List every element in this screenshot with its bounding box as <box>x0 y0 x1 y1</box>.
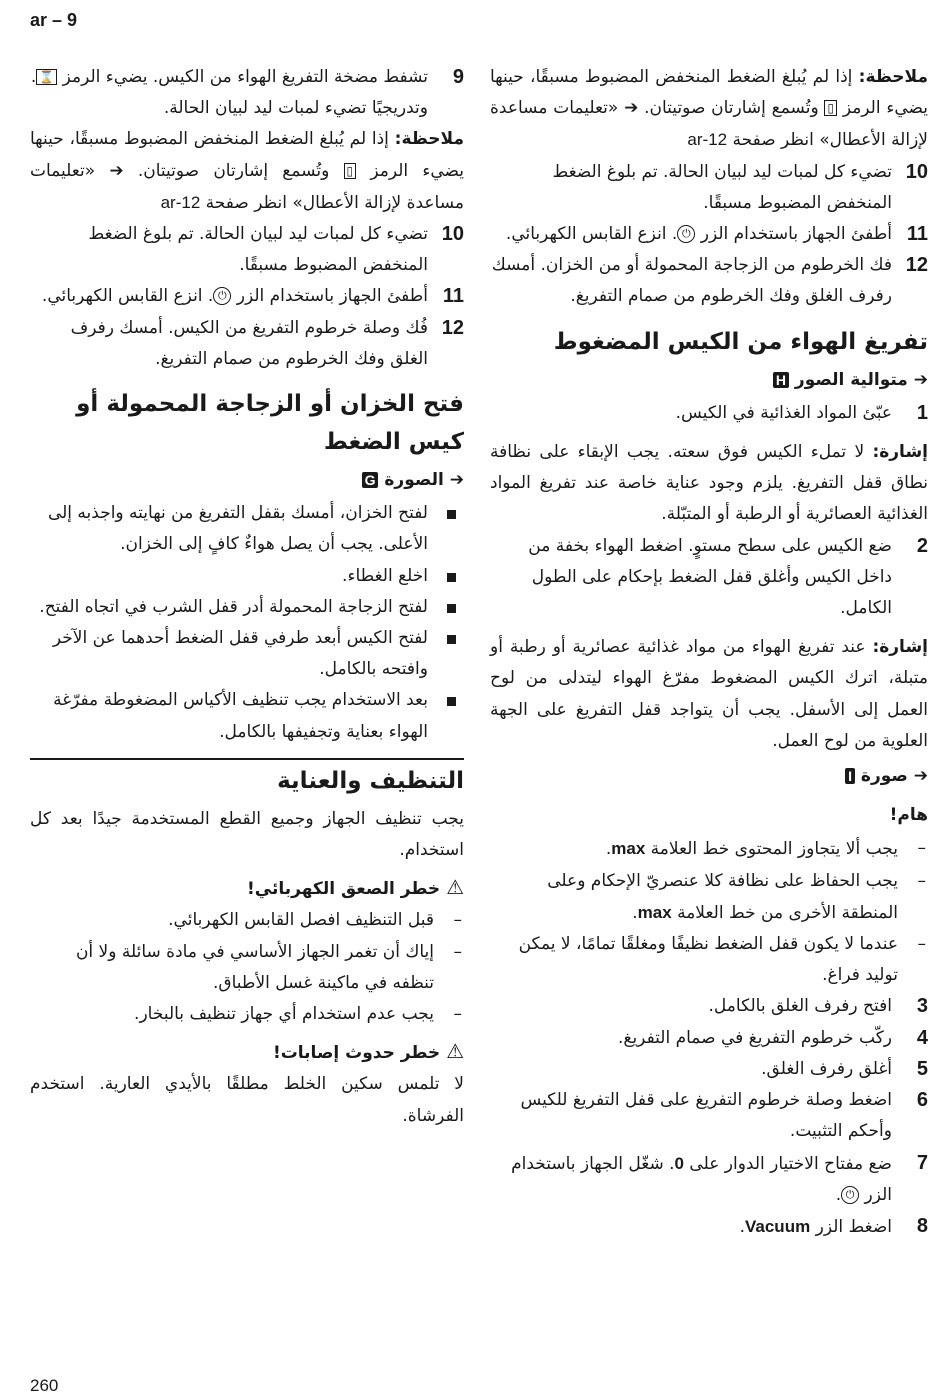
page-reference: ar-12 <box>160 192 201 212</box>
step-item <box>30 313 464 375</box>
item-text: يجب ألا يتجاوز المحتوى خط العلامة <box>645 839 898 860</box>
step-number: 9 <box>452 66 464 88</box>
item-text: يجب الحفاظ على نظافة كلا عنصريّ الإحكام وعلى المنطقة الأخرى من خط العلامة <box>547 870 898 923</box>
page-reference: ar-12 <box>687 130 728 150</box>
section-title-opening: فتح الخزان أو الزجاجة المحمولة أو كيس الضغط <box>76 391 464 456</box>
low-pressure-icon: ▯ <box>824 100 837 116</box>
step-item <box>490 1023 928 1054</box>
note-label: ملاحظة: <box>394 129 464 150</box>
step-item <box>490 1085 928 1147</box>
important-list <box>490 833 928 991</box>
warning-triangle-icon: ⚠ <box>446 1039 464 1064</box>
step-text: أغلق رفرف الغلق. <box>761 1058 892 1079</box>
steps-list <box>490 398 928 429</box>
step-number: 2 <box>916 534 928 557</box>
figure-ref <box>30 465 464 496</box>
bullet-list <box>30 498 464 748</box>
step-number: 10 <box>441 223 464 246</box>
bullet-item <box>30 498 464 560</box>
step-text: . انزع القابس الكهربائي. <box>41 286 214 307</box>
note-paragraph <box>490 62 928 157</box>
step-text: عبّئ المواد الغذائية في الكيس. <box>675 402 892 423</box>
figure-label: صورة <box>860 766 908 787</box>
power-icon: ⏻ <box>841 1186 859 1204</box>
step-item <box>490 1054 928 1085</box>
arrow-icon: ➔ <box>624 98 639 119</box>
step-text: ركّب خرطوم التفريغ في صمام التفريغ. <box>618 1027 892 1048</box>
bullet-text: لفتح الزجاجة المحمولة أدر قفل الشرب في اتجاه الفتح. <box>39 596 428 617</box>
step-item: 8 اضغط الزر Vacuum. <box>490 1211 928 1243</box>
steps-list <box>30 62 464 124</box>
step-item <box>490 531 928 625</box>
bullet-text: بعد الاستخدام يجب تنظيف الأكياس المضغوطة مفرّغة الهواء بعناية وتجفيفها بالكامل. <box>53 690 428 742</box>
important-item: – يجب ألا يتجاوز المحتوى خط العلامة max. <box>490 833 928 865</box>
figure-letter-badge: H <box>773 372 789 388</box>
note-text: وتُسمع إشارتان صوتيتان. <box>123 160 344 181</box>
hint-label: إشارة: <box>872 442 928 463</box>
max-mark: max <box>637 902 672 922</box>
note-paragraph <box>30 124 464 219</box>
step-item: 7 ضع مفتاح الاختيار الدوار على 0. شغّل الجهاز باستخدام الزر ⏻. <box>490 1148 928 1211</box>
arrow-icon: ➔ <box>449 470 464 491</box>
warning-electric-shock <box>30 872 464 905</box>
step-number: 10 <box>905 160 928 183</box>
section-title-cleaning: التنظيف والعناية <box>277 767 464 794</box>
hint-label: إشارة: <box>872 637 928 658</box>
square-bullet <box>447 510 456 519</box>
square-bullet <box>447 573 456 582</box>
step-item <box>490 219 928 250</box>
bullet-item <box>30 623 464 685</box>
step-item <box>30 62 464 124</box>
step-text: اضغط الزر <box>810 1216 892 1237</box>
warning-list <box>30 905 464 1030</box>
figure-sequence-ref <box>490 365 928 396</box>
steps-list <box>30 219 464 375</box>
step-number: 5 <box>916 1057 928 1080</box>
step-number: 3 <box>916 995 928 1018</box>
step-text: افتح رفرف الغلق بالكامل. <box>708 996 892 1017</box>
important-item: – يجب الحفاظ على نظافة كلا عنصريّ الإحكام وعلى المنطقة الأخرى من خط العلامة max. <box>490 866 928 929</box>
step-number: 8 <box>916 1214 928 1237</box>
square-bullet <box>447 635 456 644</box>
arrow-icon: ➔ <box>913 369 928 390</box>
dash-bullet: – <box>453 941 462 962</box>
figure-letter-badge: G <box>362 472 379 488</box>
figure-label: متوالية الصور <box>794 369 908 390</box>
item-text: يجب عدم استخدام أي جهاز تنظيف بالبخار. <box>134 1004 434 1025</box>
left-column <box>30 62 464 1132</box>
dash-bullet: – <box>917 934 926 955</box>
item-text: إياك أن تغمر الجهاز الأساسي في مادة سائلة ولا أن تنظفه في ماكينة غسل الأطباق. <box>75 941 434 993</box>
dial-position: 0 <box>674 1153 685 1173</box>
right-column <box>490 62 928 1243</box>
step-item <box>30 219 464 281</box>
note-text: إذا لم يُبلغ الضغط المنخفض المضبوط مسبقًا، حينها يضيء الرمز <box>30 129 464 181</box>
warning-title: خطر حدوث إصابات! <box>272 1043 441 1064</box>
step-text: . انزع القابس الكهربائي. <box>505 224 678 245</box>
note-text: إذا لم يُبلغ الضغط المنخفض المضبوط مسبقًا، حينها يضيء الرمز <box>490 67 928 119</box>
hint-text: عند تفريغ الهواء من مواد غذائية عصائرية أو رطبة أو متبلة، اترك الكيس المضغوط مفرّغ الهواء ليتدلى من لوح العمل إلى الأسفل. يجب أن يتواجد قفل التفريغ على الجهة العلوية من لوح العمل. <box>490 637 928 751</box>
section-title-vacuum-bag: تفريغ الهواء من الكيس المضغوط <box>553 328 928 355</box>
step-text: ضع مفتاح الاختيار الدوار على <box>684 1153 892 1174</box>
bullet-item <box>30 685 464 747</box>
step-text: أطفئ الجهاز باستخدام الزر <box>231 286 428 307</box>
warning-injury <box>30 1036 464 1069</box>
page-number: 260 <box>30 1376 59 1395</box>
dash-bullet: – <box>453 1004 462 1025</box>
item-text: قبل التنظيف افصل القابس الكهربائي. <box>168 910 434 931</box>
step-text: . وتدريجيًا تضيء لمبات ليد لبيان الحالة. <box>30 67 428 119</box>
warning-item <box>30 999 464 1030</box>
steps-list <box>490 157 928 313</box>
max-mark: max <box>611 839 646 859</box>
step-item <box>490 157 928 219</box>
bullet-text: لفتح الخزان، أمسك بقفل التفريغ من نهايته واجذبه إلى الأعلى. يجب أن يصل هواءٌ كافٍ إلى الخزان. <box>47 503 428 555</box>
steps-list <box>490 531 928 625</box>
step-number: 7 <box>916 1151 928 1174</box>
step-text: فك الخرطوم من الزجاجة المحمولة أو من الخزان. أمسك رفرف الغلق وفك الخرطوم من صمام التفريغ. <box>491 255 892 307</box>
bullet-item <box>30 592 464 623</box>
step-item <box>490 250 928 312</box>
figure-letter-badge: I <box>845 768 855 784</box>
step-number: 11 <box>906 223 928 246</box>
step-item <box>30 281 464 312</box>
hint-paragraph <box>490 437 928 531</box>
warning-triangle-icon: ⚠ <box>446 875 464 900</box>
warning-text: لا تلمس سكين الخلط مطلقًا بالأيدي العارية. استخدم الفرشاة. <box>30 1074 464 1126</box>
bullet-text: اخلع الغطاء. <box>342 565 428 586</box>
step-text: تضيء كل لمبات ليد لبيان الحالة. تم بلوغ الضغط المنخفض المضبوط مسبقًا. <box>88 224 428 276</box>
step-item <box>490 991 928 1022</box>
note-label: ملاحظة: <box>858 67 928 87</box>
item-text: عندما لا يكون قفل الضغط نظيفًا ومغلقًا تمامًا، لا يمكن توليد فراغ. <box>518 934 898 986</box>
step-number: 12 <box>441 316 464 339</box>
step-text: تضيء كل لمبات ليد لبيان الحالة. تم بلوغ الضغط المنخفض المضبوط مسبقًا. <box>552 161 892 213</box>
step-number: 4 <box>916 1026 928 1049</box>
dash-bullet: – <box>917 870 926 891</box>
warning-item <box>30 937 464 999</box>
power-icon: ⏻ <box>677 225 695 243</box>
hint-paragraph <box>490 632 928 757</box>
power-icon: ⏻ <box>213 287 231 305</box>
important-label: هام! <box>889 805 928 826</box>
steps-list <box>490 991 928 1243</box>
step-item <box>490 398 928 429</box>
figure-label: الصورة <box>384 470 444 491</box>
step-number: 12 <box>905 254 928 277</box>
step-text: . شغّل الجهاز باستخدام الزر <box>511 1153 892 1205</box>
hourglass-icon: ⌛ <box>36 69 57 85</box>
important-item <box>490 929 928 991</box>
section-divider <box>30 758 464 760</box>
square-bullet <box>447 604 456 613</box>
step-number: 1 <box>916 401 928 424</box>
low-pressure-icon: ▯ <box>344 163 357 179</box>
step-text: تشفط مضخة التفريغ الهواء من الكيس. يضيء الرمز <box>57 67 428 87</box>
step-text: فُك وصلة خرطوم التفريغ من الكيس. أمسك رفرف الغلق وفك الخرطوم من صمام التفريغ. <box>70 317 428 369</box>
step-text: اضغط وصلة خرطوم التفريغ على قفل التفريغ للكيس وأحكم التثبيت. <box>520 1090 892 1142</box>
vacuum-button-label: Vacuum <box>745 1216 811 1236</box>
dash-bullet: – <box>453 910 462 931</box>
figure-ref <box>490 761 928 792</box>
page-header-code: ar – 9 <box>30 10 78 30</box>
arrow-icon: ➔ <box>109 160 124 181</box>
note-text: «تعليمات مساعدة لإزالة الأعطال» انظر صفحة <box>30 160 464 213</box>
step-number: 6 <box>916 1089 928 1112</box>
hint-text: لا تملء الكيس فوق سعته. يجب الإبقاء على نظافة نطاق قفل التفريغ. يلزم وجود عناية خاصة عند تفريغ المواد الغذائية العصائرية أو الرطبة أو المتبّلة. <box>490 442 928 525</box>
arrow-icon: ➔ <box>913 766 928 787</box>
warning-title: خطر الصعق الكهربائي! <box>247 879 441 900</box>
bullet-item <box>30 561 464 592</box>
cleaning-paragraph: يجب تنظيف الجهاز وجميع القطع المستخدمة جيدًا بعد كل استخدام. <box>30 808 464 861</box>
note-text: وتُسمع إشارتان صوتيتان. <box>638 98 825 119</box>
step-text: أطفئ الجهاز باستخدام الزر <box>695 224 892 245</box>
step-number: 11 <box>442 285 464 308</box>
warning-item <box>30 905 464 936</box>
bullet-text: لفتح الكيس أبعد طرفي قفل الضغط أحدهما عن الآخر وافتحه بالكامل. <box>52 628 428 680</box>
step-text: ضع الكيس على سطح مستوٍ. اضغط الهواء بخفة من داخل الكيس وأغلق قفل الضغط بإحكام على الطول الكامل. <box>528 535 892 619</box>
note-text: «تعليمات مساعدة لإزالة الأعطال» انظر صفحة <box>490 98 928 151</box>
square-bullet <box>447 697 456 706</box>
dash-bullet: – <box>917 838 926 859</box>
